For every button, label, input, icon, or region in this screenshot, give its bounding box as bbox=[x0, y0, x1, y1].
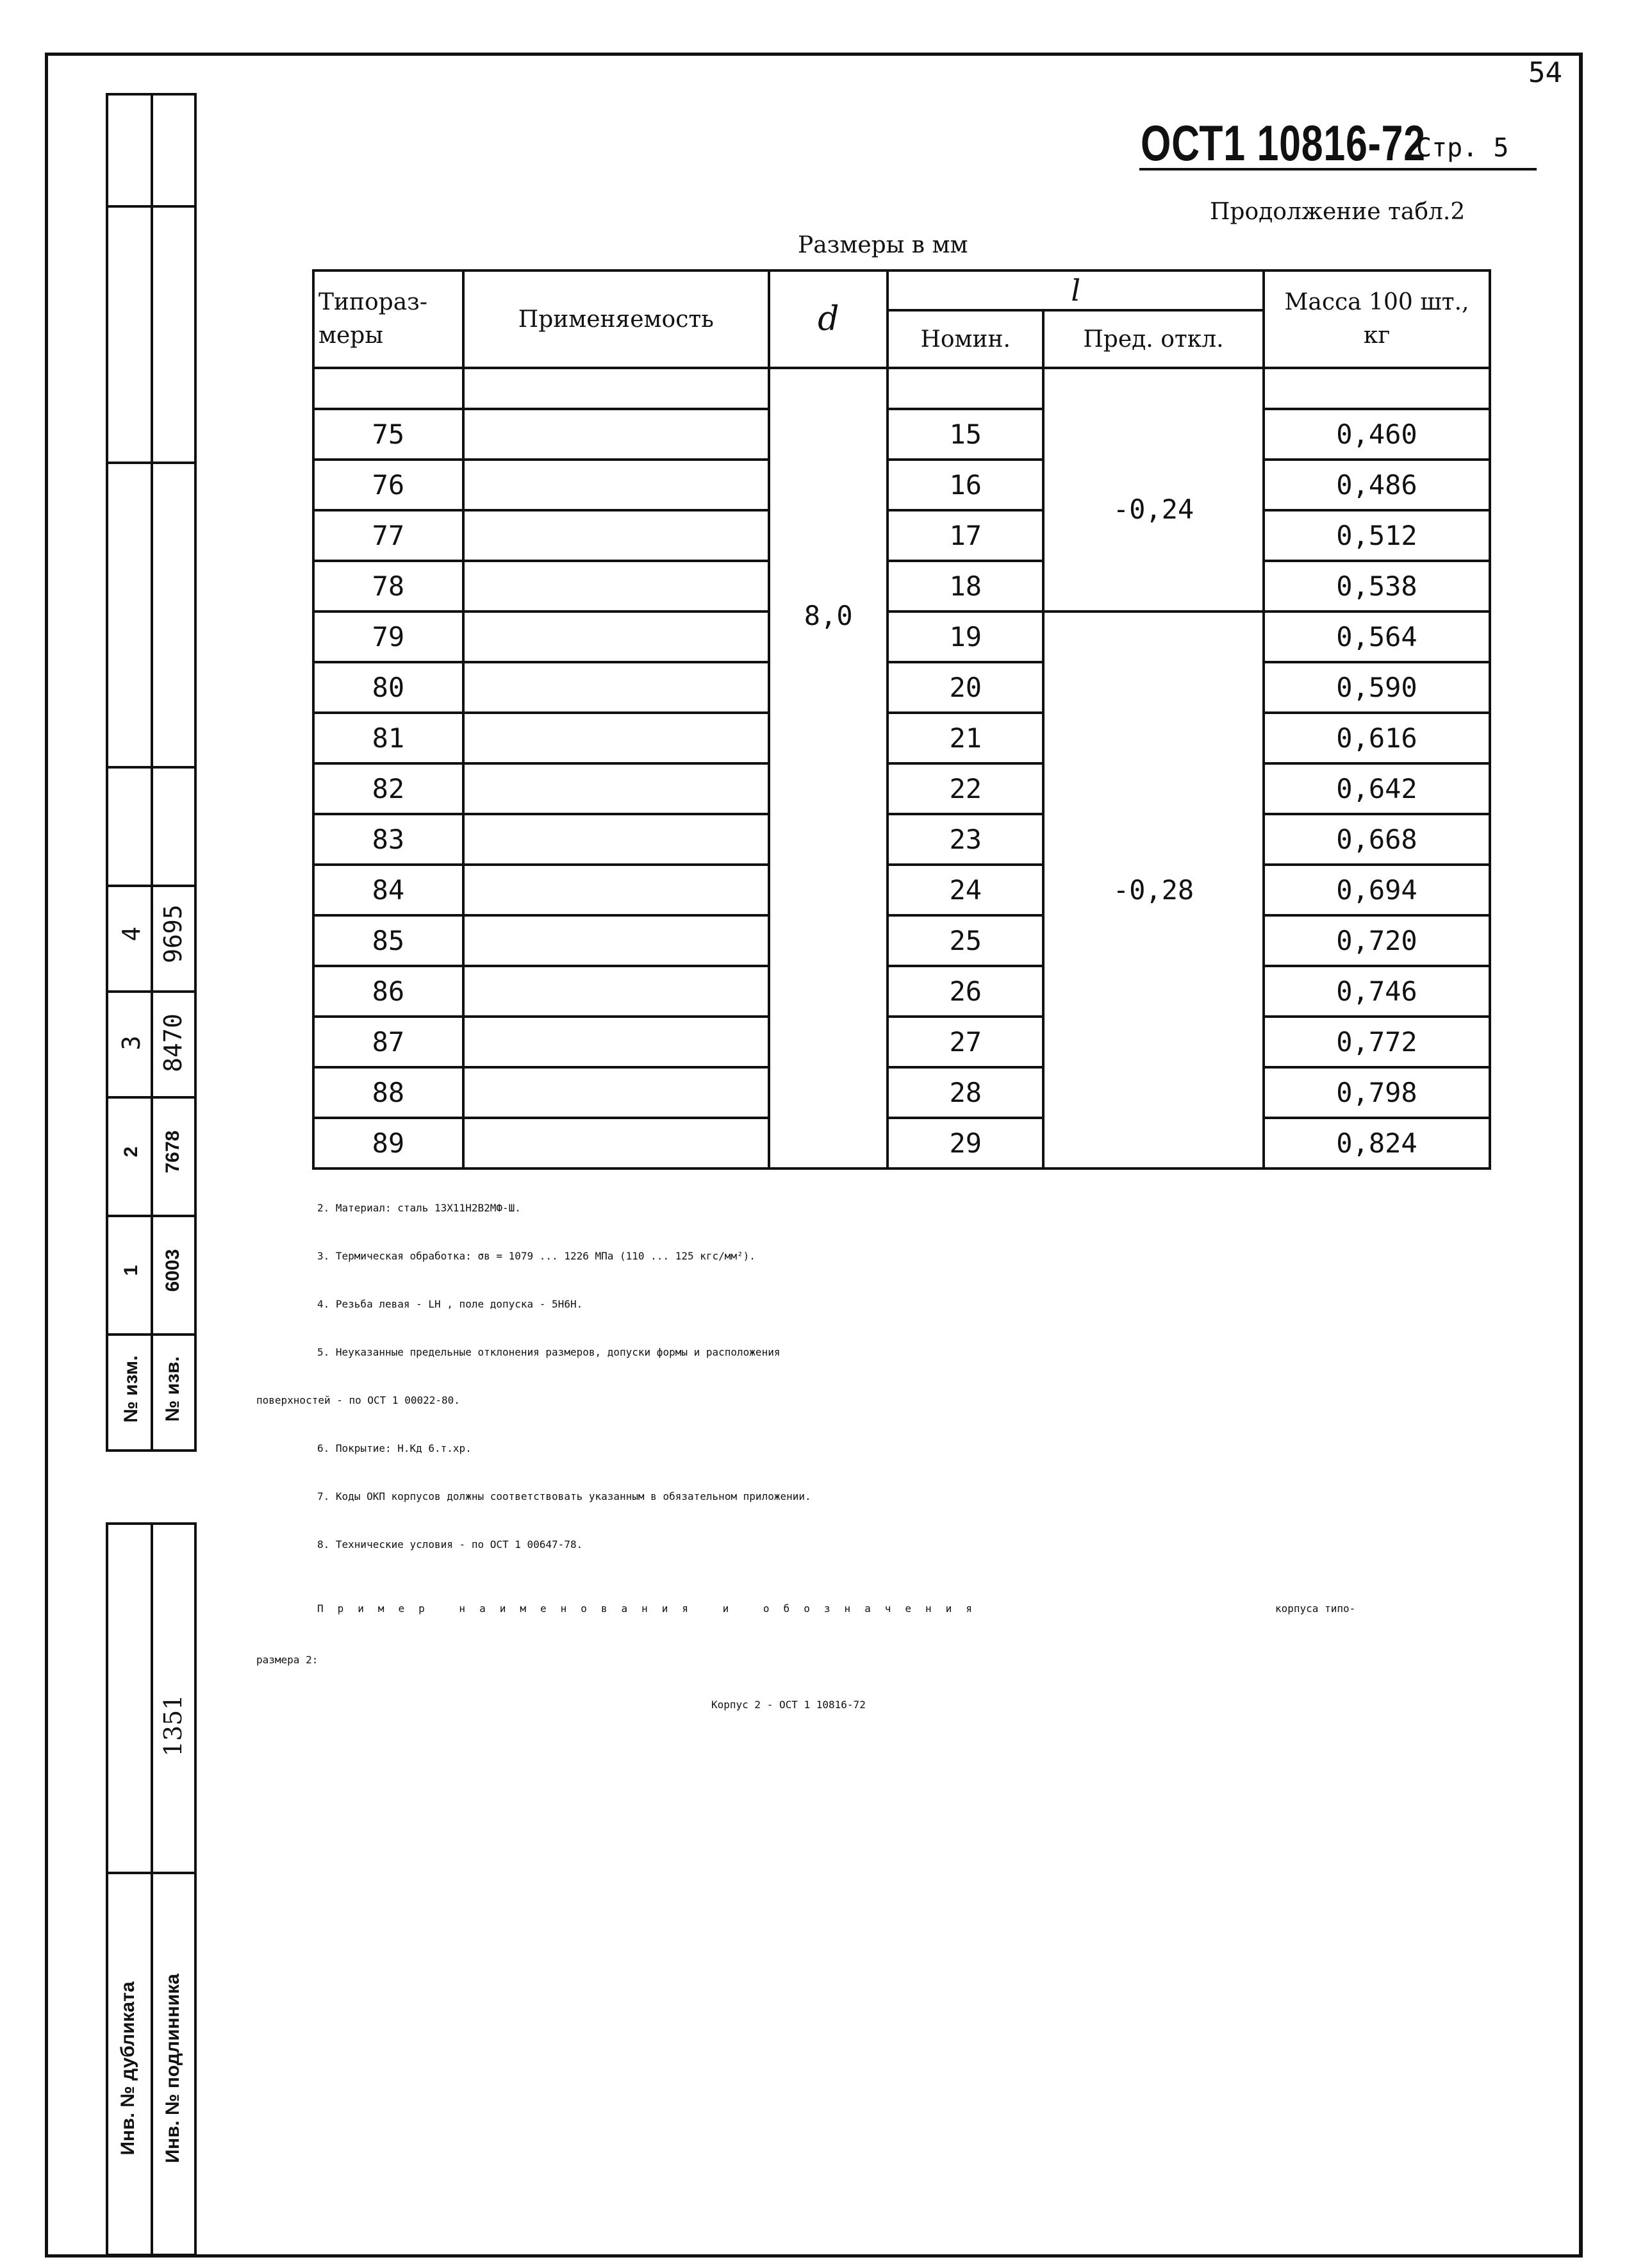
table-row bbox=[313, 409, 1490, 460]
nominal-cell: 19 bbox=[888, 611, 1043, 662]
example-heading: Пример наименования и обозначения bbox=[317, 1602, 986, 1615]
header-applicability: Применяемость bbox=[463, 270, 769, 368]
type-size-cell: 78 bbox=[313, 561, 463, 611]
mass-cell: 0,772 bbox=[1264, 1017, 1490, 1067]
table-row bbox=[313, 662, 1490, 713]
type-size-cell: 89 bbox=[313, 1118, 463, 1168]
applicability-cell bbox=[463, 510, 769, 561]
nominal-cell: 15 bbox=[888, 409, 1043, 460]
type-size-cell: 77 bbox=[313, 510, 463, 561]
note-2: 2. Материал: сталь 13Х11Н2В2МФ-Ш. bbox=[317, 1202, 521, 1214]
example-heading-line-2: размера 2: bbox=[256, 1654, 318, 1666]
mass-cell: 0,694 bbox=[1264, 865, 1490, 915]
change-num-label: № изм. bbox=[120, 1355, 142, 1423]
table-row bbox=[313, 510, 1490, 561]
note-5-line-1: 5. Неуказанные предельные отклонения размеров, допуски формы и расположения bbox=[317, 1346, 781, 1358]
type-size-cell: 83 bbox=[313, 814, 463, 865]
doc-num-label: № изв. bbox=[162, 1356, 183, 1422]
note-5-line-2: поверхностей - по ОСТ 1 00022-80. bbox=[256, 1394, 460, 1406]
type-size-cell: 85 bbox=[313, 915, 463, 966]
mass-cell: 0,824 bbox=[1264, 1118, 1490, 1168]
change-num-3: 3 bbox=[117, 1035, 145, 1051]
table-row bbox=[313, 611, 1490, 662]
note-6: 6. Покрытие: Н.Кд 6.т.хр. bbox=[317, 1442, 472, 1454]
header-tolerance: Пред. откл. bbox=[1043, 310, 1264, 368]
example-heading-tail: корпуса типо- bbox=[1275, 1602, 1356, 1615]
table-row bbox=[313, 1067, 1490, 1118]
mass-cell: 0,538 bbox=[1264, 561, 1490, 611]
inv-duplicate-label: Инв. № дубликата bbox=[117, 1981, 138, 2156]
applicability-cell bbox=[463, 814, 769, 865]
page-number: 54 bbox=[1528, 56, 1562, 89]
header-l: l bbox=[888, 270, 1264, 310]
note-4: 4. Резьба левая - LH , поле допуска - 5Н6Н. bbox=[317, 1298, 583, 1310]
nominal-cell: 21 bbox=[888, 713, 1043, 763]
mass-cell: 0,746 bbox=[1264, 966, 1490, 1017]
type-size-cell: 87 bbox=[313, 1017, 463, 1067]
applicability-cell bbox=[463, 611, 769, 662]
nominal-cell: 22 bbox=[888, 763, 1043, 814]
note-3: 3. Термическая обработка: σв = 1079 ... 1226 МПа (110 ... 125 кгс/мм²). bbox=[317, 1250, 756, 1262]
mass-cell: 0,798 bbox=[1264, 1067, 1490, 1118]
mass-cell: 0,512 bbox=[1264, 510, 1490, 561]
tolerance-1: -0,24 bbox=[1043, 368, 1264, 611]
header-mass: Масса 100 шт., кг bbox=[1264, 270, 1490, 368]
header-type-size: Типораз- меры bbox=[313, 270, 463, 368]
mass-cell: 0,564 bbox=[1264, 611, 1490, 662]
nominal-cell: 26 bbox=[888, 966, 1043, 1017]
applicability-cell bbox=[463, 1017, 769, 1067]
standard-designation: ОСТ1 10816-72 bbox=[1141, 115, 1426, 171]
type-size-cell: 81 bbox=[313, 713, 463, 763]
nominal-cell: 16 bbox=[888, 460, 1043, 510]
mass-cell: 0,590 bbox=[1264, 662, 1490, 713]
applicability-cell bbox=[463, 409, 769, 460]
standard-page-label: Стр. 5 bbox=[1416, 133, 1509, 163]
applicability-cell bbox=[463, 662, 769, 713]
change-num-1: 1 bbox=[120, 1265, 142, 1276]
table-row bbox=[313, 966, 1490, 1017]
tolerance-2: -0,28 bbox=[1043, 611, 1264, 1168]
table-row bbox=[313, 460, 1490, 510]
type-size-cell: 80 bbox=[313, 662, 463, 713]
change-doc-1: 6003 bbox=[162, 1249, 183, 1292]
nominal-cell: 24 bbox=[888, 865, 1043, 915]
type-size-cell: 79 bbox=[313, 611, 463, 662]
change-doc-2: 7678 bbox=[162, 1130, 183, 1174]
standard-underline bbox=[1139, 168, 1537, 170]
applicability-cell bbox=[463, 763, 769, 814]
note-8: 8. Технические условия - по ОСТ 1 00647-78. bbox=[317, 1538, 583, 1551]
mass-cell: 0,720 bbox=[1264, 915, 1490, 966]
mass-cell: 0,486 bbox=[1264, 460, 1490, 510]
type-size-cell: 82 bbox=[313, 763, 463, 814]
nominal-cell: 28 bbox=[888, 1067, 1043, 1118]
nominal-cell: 23 bbox=[888, 814, 1043, 865]
type-size-cell: 86 bbox=[313, 966, 463, 1017]
units-caption: Размеры в мм bbox=[798, 232, 968, 258]
applicability-cell bbox=[463, 915, 769, 966]
note-7: 7. Коды ОКП корпусов должны соответствовать указанным в обязательном приложении. bbox=[317, 1490, 811, 1502]
nominal-cell: 18 bbox=[888, 561, 1043, 611]
type-size-cell: 76 bbox=[313, 460, 463, 510]
applicability-cell bbox=[463, 1118, 769, 1168]
type-size-cell: 84 bbox=[313, 865, 463, 915]
applicability-cell bbox=[463, 966, 769, 1017]
table-row bbox=[313, 1017, 1490, 1067]
nominal-cell: 17 bbox=[888, 510, 1043, 561]
example-designation: Корпус 2 - ОСТ 1 10816-72 bbox=[711, 1699, 866, 1711]
applicability-cell bbox=[463, 713, 769, 763]
table-row bbox=[313, 1118, 1490, 1168]
inventory-number: 1351 bbox=[159, 1694, 187, 1757]
applicability-cell bbox=[463, 460, 769, 510]
nominal-cell: 25 bbox=[888, 915, 1043, 966]
applicability-cell bbox=[463, 865, 769, 915]
table-row bbox=[313, 915, 1490, 966]
table-row bbox=[313, 713, 1490, 763]
change-doc-4: 9695 bbox=[159, 904, 187, 963]
d-value: 8,0 bbox=[769, 368, 888, 1168]
table-row bbox=[313, 763, 1490, 814]
nominal-cell: 27 bbox=[888, 1017, 1043, 1067]
dimensions-table bbox=[312, 269, 1491, 1170]
header-nominal: Номин. bbox=[888, 310, 1043, 368]
change-doc-3: 8470 bbox=[159, 1013, 187, 1072]
mass-cell: 0,616 bbox=[1264, 713, 1490, 763]
applicability-cell bbox=[463, 561, 769, 611]
header-d: d bbox=[769, 270, 888, 368]
change-num-4: 4 bbox=[117, 926, 145, 942]
table-row bbox=[313, 814, 1490, 865]
type-size-cell: 75 bbox=[313, 409, 463, 460]
table-row bbox=[313, 561, 1490, 611]
inv-original-label: Инв. № подлинника bbox=[162, 1974, 183, 2163]
table-row bbox=[313, 865, 1490, 915]
applicability-cell bbox=[463, 1067, 769, 1118]
type-size-cell: 88 bbox=[313, 1067, 463, 1118]
nominal-cell: 20 bbox=[888, 662, 1043, 713]
spacer-row bbox=[313, 368, 1490, 409]
mass-cell: 0,668 bbox=[1264, 814, 1490, 865]
mass-cell: 0,460 bbox=[1264, 409, 1490, 460]
mass-cell: 0,642 bbox=[1264, 763, 1490, 814]
nominal-cell: 29 bbox=[888, 1118, 1043, 1168]
table-continuation: Продолжение табл.2 bbox=[1210, 199, 1466, 225]
change-num-2: 2 bbox=[120, 1146, 142, 1158]
